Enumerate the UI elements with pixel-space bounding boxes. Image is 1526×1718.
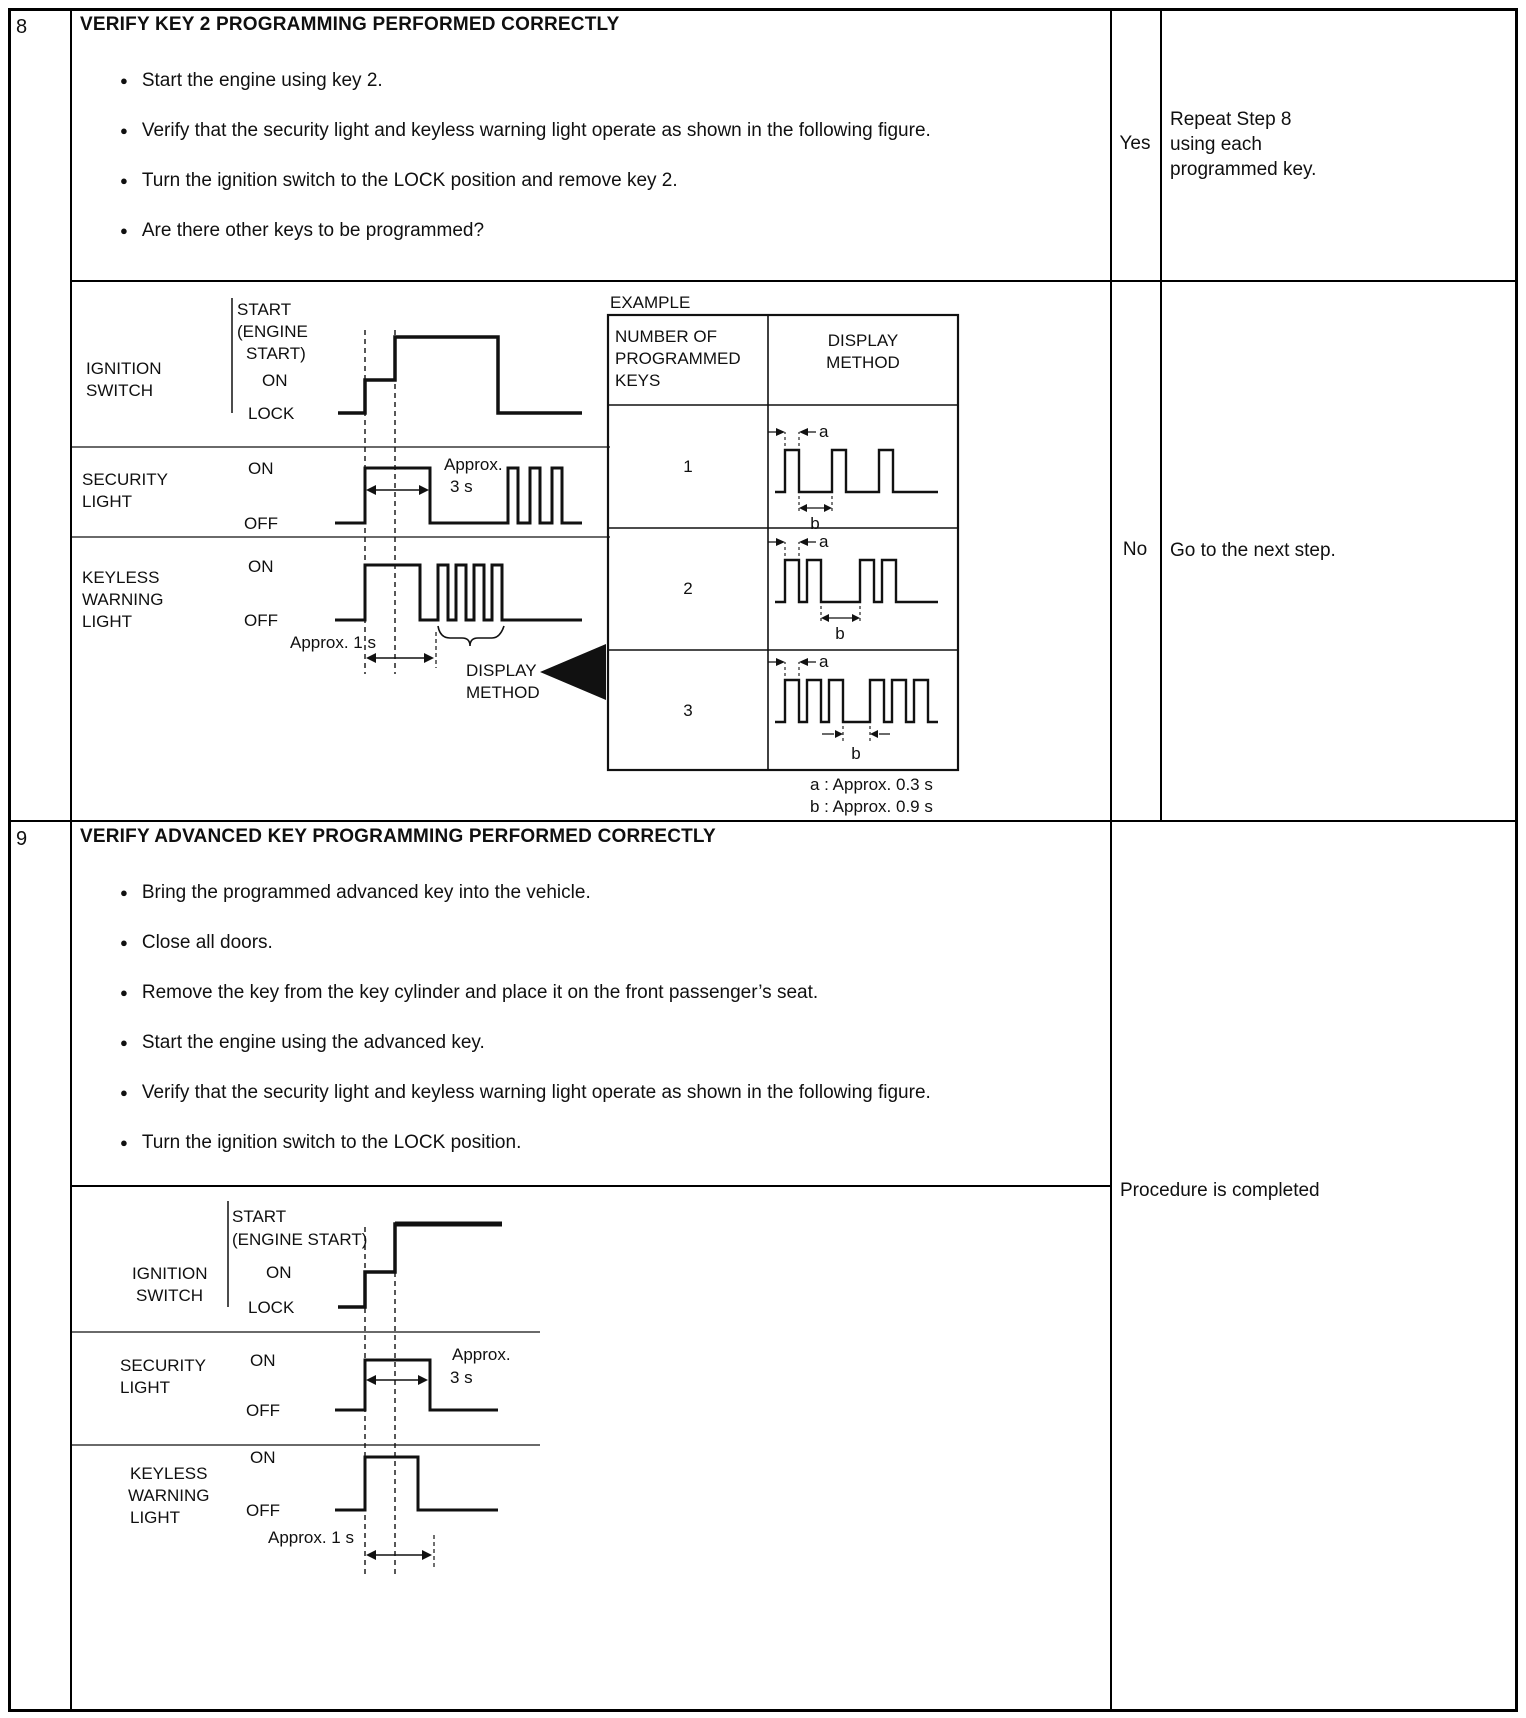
step9-title: VERIFY ADVANCED KEY PROGRAMMING PERFORMED CORRECTLY bbox=[80, 826, 716, 847]
approx-1s-label: Approx. 1 s bbox=[290, 633, 376, 652]
display-pattern-2keys bbox=[775, 560, 938, 602]
ignition-trace bbox=[338, 337, 582, 413]
example-col1-header: KEYS bbox=[615, 371, 661, 390]
list-item bbox=[120, 1130, 1095, 1155]
ignition-label: IGNITION bbox=[86, 359, 162, 378]
bullet-icon: ● bbox=[120, 1085, 128, 1100]
security-label: SECURITY bbox=[82, 470, 168, 489]
start-level-label: START) bbox=[246, 344, 306, 363]
bullet-icon: ● bbox=[120, 73, 128, 88]
bullet-text: Bring the programmed advanced key into the vehicle. bbox=[141, 882, 591, 903]
example-row-count: 1 bbox=[683, 457, 693, 476]
bullet-icon: ● bbox=[120, 1035, 128, 1050]
step9-number: 9 bbox=[16, 828, 28, 850]
step8-yes-cell: Yes bbox=[1119, 133, 1151, 154]
note-b: b : Approx. 0.9 s bbox=[810, 797, 933, 816]
example-title: EXAMPLE bbox=[610, 293, 691, 312]
example-col2-header: METHOD bbox=[826, 353, 900, 372]
ignition-label: SWITCH bbox=[136, 1286, 204, 1305]
list-item bbox=[120, 880, 1095, 905]
display-method-brace bbox=[438, 626, 504, 646]
bullet-icon: ● bbox=[120, 223, 128, 238]
ignition-label: SWITCH bbox=[86, 381, 154, 400]
off-label: OFF bbox=[246, 1501, 280, 1520]
lock-label: LOCK bbox=[248, 1298, 295, 1317]
bullet-icon: ● bbox=[120, 1135, 128, 1150]
approx-1s-arrow bbox=[366, 1535, 434, 1569]
list-item bbox=[120, 168, 1095, 193]
step8-description bbox=[80, 14, 1095, 268]
start-level-label: START bbox=[237, 300, 292, 319]
list-item bbox=[120, 1080, 1095, 1105]
callout-wedge bbox=[540, 644, 606, 700]
example-row-count: 3 bbox=[683, 701, 693, 720]
display-pattern-3keys bbox=[775, 680, 938, 722]
on-label: ON bbox=[262, 371, 288, 390]
no-action-text: Go to the next step. bbox=[1170, 539, 1336, 561]
bullet-icon: ● bbox=[120, 123, 128, 138]
security-label: LIGHT bbox=[120, 1378, 171, 1397]
a-label: a bbox=[819, 532, 829, 551]
approx-3s-label: Approx. bbox=[444, 455, 503, 474]
bullet-text: Start the engine using the advanced key. bbox=[141, 1032, 485, 1053]
step8-title: VERIFY KEY 2 PROGRAMMING PERFORMED CORRECTLY bbox=[80, 14, 620, 35]
keyless-label: KEYLESS bbox=[130, 1464, 208, 1483]
note-a: a : Approx. 0.3 s bbox=[810, 775, 933, 794]
on-label: ON bbox=[250, 1351, 276, 1370]
b-label: b bbox=[851, 744, 861, 763]
bullet-text: Are there other keys to be programmed? bbox=[141, 220, 485, 241]
yes-action-text: Repeat Step 8 using each programmed key. bbox=[1170, 108, 1317, 180]
bullet-text: Close all doors. bbox=[141, 932, 273, 953]
example-col1-header: PROGRAMMED bbox=[615, 349, 741, 368]
step8-number: 8 bbox=[16, 16, 28, 38]
bullet-text: Remove the key from the key cylinder and place it on the front passenger’s seat. bbox=[141, 982, 819, 1003]
on-label: ON bbox=[250, 1448, 276, 1467]
a-label: a bbox=[819, 422, 829, 441]
step9-figure bbox=[70, 1187, 1108, 1708]
keyless-label: LIGHT bbox=[82, 612, 133, 631]
list-item bbox=[120, 218, 1095, 243]
approx-1s-arrow bbox=[366, 632, 436, 668]
security-trace bbox=[335, 1360, 498, 1410]
keyless-trace bbox=[335, 1457, 498, 1510]
bullet-text: Verify that the security light and keyless warning light operate as shown in the following figure. bbox=[141, 120, 931, 141]
security-label: SECURITY bbox=[120, 1356, 206, 1375]
bullet-icon: ● bbox=[120, 173, 128, 188]
display-method-label: METHOD bbox=[466, 683, 540, 702]
approx-3s-label: 3 s bbox=[450, 477, 473, 496]
start-level-label: (ENGINE START) bbox=[232, 1230, 368, 1249]
keyless-label: WARNING bbox=[128, 1486, 210, 1505]
bullet-text: Turn the ignition switch to the LOCK position. bbox=[141, 1132, 522, 1153]
keyless-label: LIGHT bbox=[130, 1508, 181, 1527]
list-item bbox=[120, 68, 1095, 93]
step8-yes-action bbox=[1170, 10, 1500, 278]
keyless-trace bbox=[335, 565, 582, 620]
list-item bbox=[120, 930, 1095, 955]
col-divider-3 bbox=[1160, 8, 1162, 822]
example-table bbox=[608, 315, 958, 770]
start-level-label: (ENGINE bbox=[237, 322, 308, 341]
b-label: b bbox=[835, 624, 845, 643]
step9-bullet-list bbox=[80, 880, 1095, 1155]
bullet-icon: ● bbox=[120, 985, 128, 1000]
approx-3s-label: Approx. bbox=[452, 1345, 511, 1364]
on-label: ON bbox=[248, 557, 274, 576]
security-label: LIGHT bbox=[82, 492, 133, 511]
bullet-text: Verify that the security light and keyless warning light operate as shown in the following figure. bbox=[141, 1082, 931, 1103]
approx-3s-label: 3 s bbox=[450, 1368, 473, 1387]
approx-3s-arrow bbox=[366, 485, 429, 495]
example-col1-header: NUMBER OF bbox=[615, 327, 717, 346]
step8-figure bbox=[70, 282, 1108, 818]
bullet-icon: ● bbox=[120, 935, 128, 950]
ignition-label: IGNITION bbox=[132, 1264, 208, 1283]
approx-1s-label: Approx. 1 s bbox=[268, 1528, 354, 1547]
on-label: ON bbox=[248, 459, 274, 478]
bullet-text: Turn the ignition switch to the LOCK position and remove key 2. bbox=[141, 170, 678, 191]
procedure-complete-text: Procedure is completed bbox=[1120, 1180, 1320, 1201]
step9-description bbox=[80, 826, 1095, 1180]
lock-label: LOCK bbox=[248, 404, 295, 423]
bullet-text: Start the engine using key 2. bbox=[141, 70, 383, 91]
a-label: a bbox=[819, 652, 829, 671]
step8-no-cell: No bbox=[1122, 539, 1148, 560]
list-item bbox=[120, 980, 1095, 1005]
keyless-label: WARNING bbox=[82, 590, 164, 609]
step8-bullet-list bbox=[80, 68, 1095, 243]
row-divider-step8-step9 bbox=[8, 820, 1518, 822]
example-row-count: 2 bbox=[683, 579, 693, 598]
display-method-label: DISPLAY bbox=[466, 661, 537, 680]
b-label: b bbox=[810, 514, 820, 533]
off-label: OFF bbox=[244, 611, 278, 630]
example-col2-header: DISPLAY bbox=[827, 331, 899, 350]
bullet-icon: ● bbox=[120, 885, 128, 900]
off-label: OFF bbox=[244, 514, 278, 533]
list-item bbox=[120, 1030, 1095, 1055]
start-level-label: START bbox=[232, 1207, 287, 1226]
off-label: OFF bbox=[246, 1401, 280, 1420]
display-pattern-1key bbox=[775, 450, 938, 492]
on-label: ON bbox=[266, 1263, 292, 1282]
approx-3s-arrow bbox=[366, 1375, 428, 1385]
keyless-label: KEYLESS bbox=[82, 568, 160, 587]
list-item bbox=[120, 118, 1095, 143]
step8-no-action bbox=[1170, 282, 1500, 818]
